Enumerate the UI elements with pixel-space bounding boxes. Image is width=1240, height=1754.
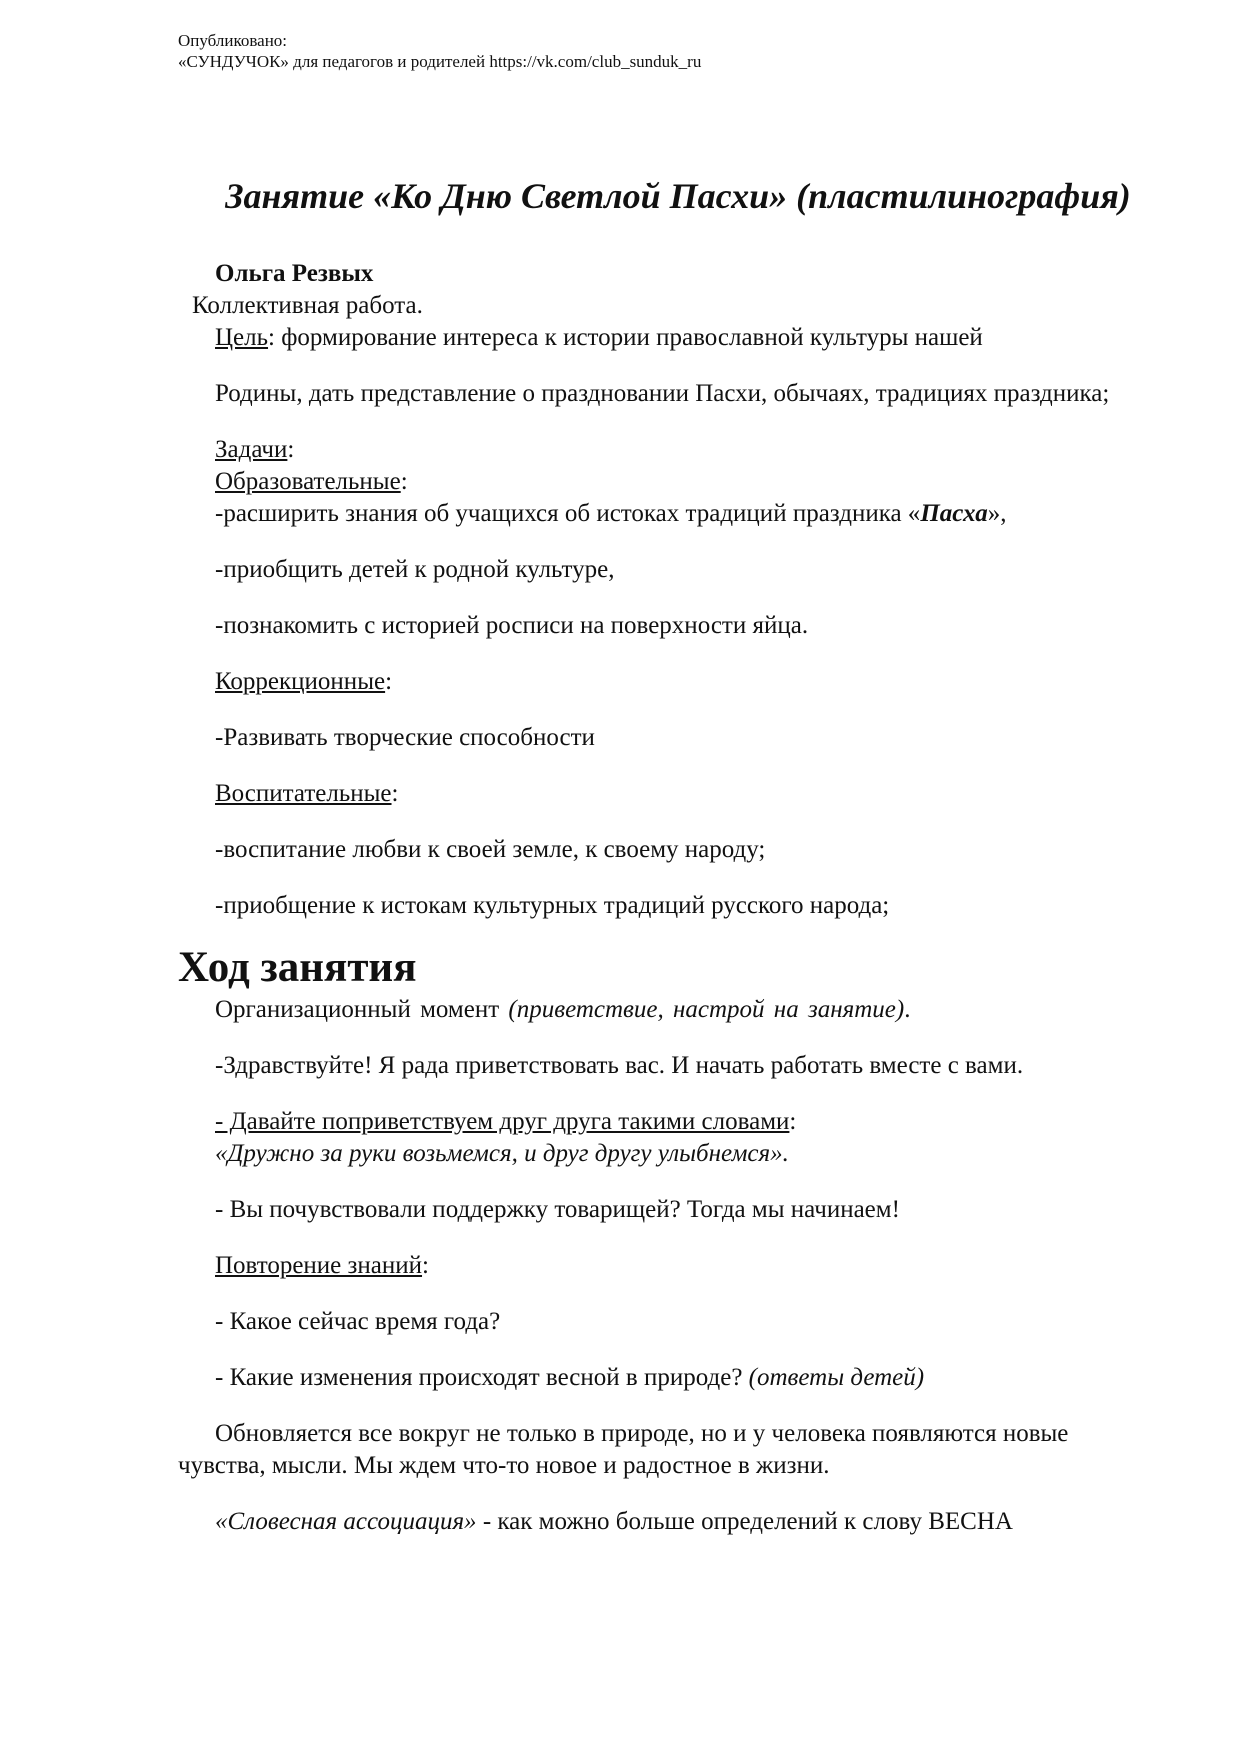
org-end: . [904,996,911,1023]
repeat-colon: : [422,1252,429,1279]
greeting-2-underlined: - Давайте поприветствуем друг друга такими словами [215,1108,790,1135]
corr-item: -Развивать творческие способности [215,724,595,751]
vosp-item-2: -приобщение к истокам культурных традиций русского народа; [215,892,890,919]
greeting-2 [215,1106,1138,1138]
edu-item-3: -познакомить с историей росписи на поверхности яйца. [215,612,809,639]
vosp-item-1: -воспитание любви к своей земле, к своему народу; [215,836,766,863]
assoc-italic: «Словесная ассоциация» [215,1508,477,1535]
edu-label-line [215,466,1138,498]
org-text: Организационный момент [215,996,509,1023]
support-question: - Вы почувствовали поддержку товарищей? Тогда мы начинаем! [215,1196,900,1223]
edu-item-1-bold: Пасха [920,500,988,527]
goal-label: Цель [215,324,269,351]
page-title: Занятие «Ко Дню Светлой Пасхи» (пластилинография) [225,176,1131,216]
edu-item-1-pre: -расширить знания об учащихся об истоках традиций праздника « [215,500,921,527]
renew-paragraph: Обновляется все вокруг не только в природе, но и у человека появляются новые чувства, мысли. Мы ждем что-то новое и радостное в жизни. [178,1420,1069,1479]
vosp-label-line [215,778,1138,810]
vosp-label: Воспитательные [215,780,392,807]
vosp-colon: : [391,780,399,807]
corr-label: Коррекционные [215,668,386,695]
publication-header [178,30,1138,72]
edu-item-2: -приобщить детей к родной культуре, [215,556,615,583]
goal-continuation: Родины, дать представление о праздновании Пасхи, обычаях, традициях праздника; [215,380,1110,407]
goal-line [215,322,1138,354]
org-moment [215,994,1138,1026]
greeting-quote: «Дружно за руки возьмемся, и друг другу улыбнемся». [215,1140,789,1167]
goal-text: : формирование интереса к истории православной культуры нашей [268,324,983,351]
edu-colon: : [400,468,408,495]
tasks-label-line [215,434,1138,466]
org-italic: (приветствие, настрой на занятие) [508,996,905,1023]
work-kind: Коллективная работа. [192,292,423,319]
edu-item-1-post: », [987,500,1007,527]
document-page [178,30,1138,1538]
section-heading: Ход занятия [178,944,417,991]
repeat-label-line [215,1250,1138,1282]
assoc-text: - как можно больше определений к слову ВЕСНА [476,1508,1013,1535]
edu-item-1 [215,498,1138,530]
question-1: - Какое сейчас время года? [215,1308,501,1335]
tasks-colon: : [287,436,295,463]
greeting-2-end: : [789,1108,797,1135]
tasks-label: Задачи [215,436,288,463]
assoc-line [215,1506,1138,1538]
publisher-line: «СУНДУЧОК» для педагогов и родителей https://vk.com/club_sunduk_ru [178,52,702,71]
repeat-label: Повторение знаний [215,1252,423,1279]
corr-colon: : [385,668,393,695]
question-2-italic: (ответы детей) [748,1364,925,1391]
question-2 [215,1362,1138,1394]
question-2-text: - Какие изменения происходят весной в природе? [215,1364,749,1391]
published-label: Опубликовано: [178,31,288,50]
author-name: Ольга Резвых [215,260,374,287]
edu-label: Образовательные [215,468,401,495]
greeting: -Здравствуйте! Я рада приветствовать вас. И начать работать вместе с вами. [215,1052,1024,1079]
corr-label-line [215,666,1138,698]
